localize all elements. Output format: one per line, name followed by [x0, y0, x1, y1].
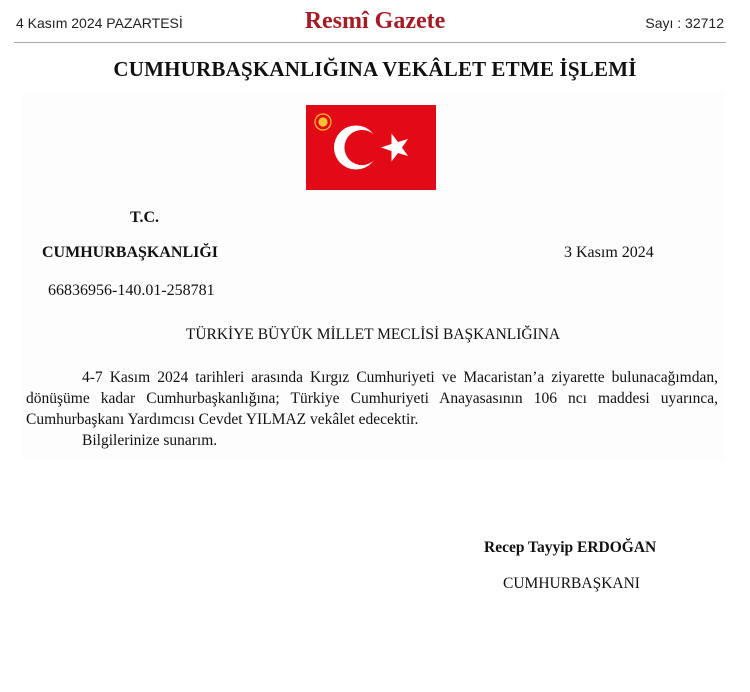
header-date: 4 Kasım 2024 PAZARTESİ [16, 15, 183, 31]
turkish-flag-icon [306, 105, 436, 190]
letter-institution: CUMHURBAŞKANLIĞI [42, 244, 219, 261]
header-divider [14, 42, 726, 43]
letter-date: 3 Kasım 2024 [564, 244, 654, 261]
issue-number: Sayı : 32712 [645, 15, 724, 31]
publication-name: Resmî Gazete [304, 8, 446, 34]
letter-closing: Bilgilerinize sunarım. [82, 432, 218, 449]
scanned-letter [22, 92, 724, 460]
signatory-title: CUMHURBAŞKANI [503, 575, 640, 592]
presidential-seal-icon [315, 114, 331, 130]
gazette-header [0, 0, 750, 44]
page-title: CUMHURBAŞKANLIĞINA VEKÂLET ETME İŞLEMİ [113, 57, 637, 81]
letter-paragraph: 4-7 Kasım 2024 tarihleri arasında Kırgız Cumhuriyeti ve Macaristan’a ziyarette bulunacağımdan, dönüşüme kadar Cumhurbaşkanlığına; Türkiye Cumhuriyeti Anayasasının 106 ncı maddesi uyarınca, Cumhurbaşkanı Yardımcısı Cevdet YILMAZ vekâlet edecektir. [26, 369, 718, 428]
signatory-name: Recep Tayyip ERDOĞAN [484, 539, 657, 556]
letter-addressee: TÜRKİYE BÜYÜK MİLLET MECLİSİ BAŞKANLIĞINA [185, 326, 561, 343]
letter-tc: T.C. [130, 209, 160, 226]
letter-body [26, 367, 718, 451]
letter-number: 66836956-140.01-258781 [48, 282, 215, 299]
